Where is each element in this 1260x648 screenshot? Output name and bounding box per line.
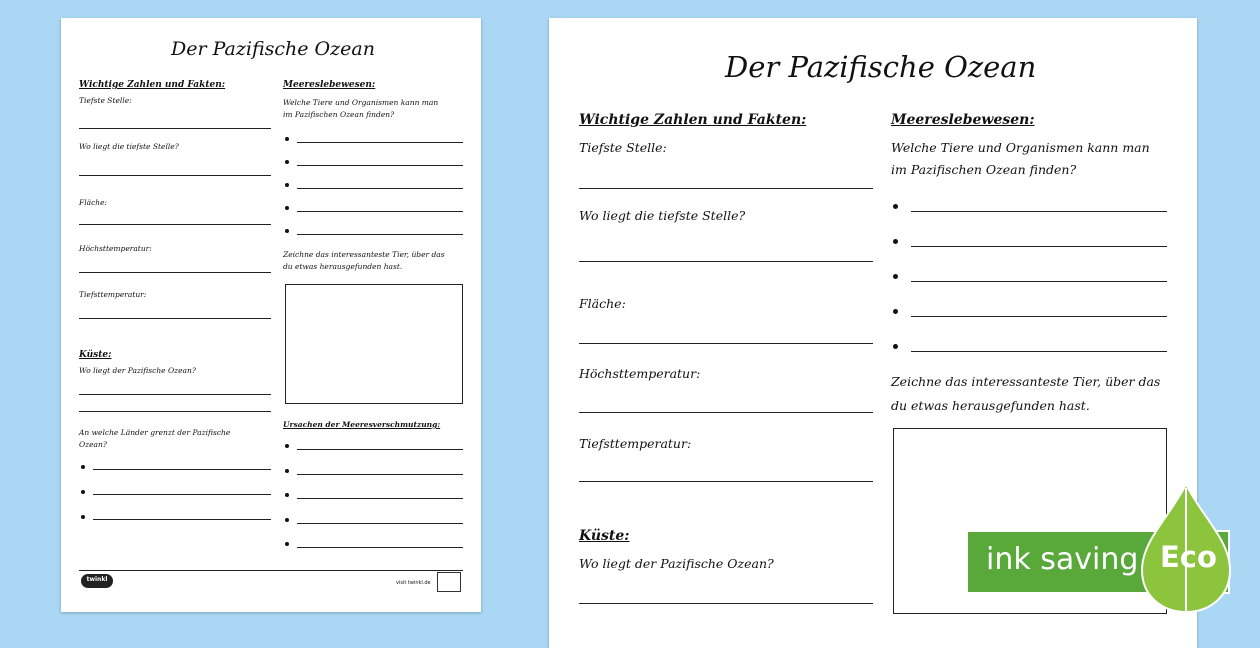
answer-line: [579, 412, 873, 413]
answer-line: [93, 469, 271, 470]
banner-text: ink saving: [986, 542, 1139, 577]
answer-line: [911, 211, 1167, 212]
coast-heading: Küste:: [579, 528, 630, 544]
draw-prompt-line-2: du etwas herausgefunden hast.: [283, 262, 403, 271]
deepest-location-label: Wo liegt die tiefste Stelle?: [79, 142, 179, 151]
answer-line: [297, 142, 463, 143]
answer-line: [79, 224, 271, 225]
answer-line: [79, 175, 271, 176]
draw-prompt-line-1: Zeichne das interessanteste Tier, über das: [891, 374, 1161, 389]
answer-line: [911, 351, 1167, 352]
sea-life-question-line-2: im Pazifischen Ozean finden?: [283, 110, 395, 119]
deepest-point-label: Tiefste Stelle:: [579, 140, 667, 155]
facts-heading: Wichtige Zahlen und Fakten:: [579, 112, 807, 128]
bullet: [285, 444, 289, 448]
bullet: [893, 239, 898, 244]
sea-life-question-line-1: Welche Tiere und Organismen kann man: [891, 140, 1150, 155]
bullet: [893, 309, 898, 314]
answer-line: [579, 261, 873, 262]
bullet: [285, 183, 289, 187]
bullet: [285, 229, 289, 233]
area-label: Fläche:: [579, 296, 626, 311]
bullet: [285, 160, 289, 164]
worksheet-title: Der Pazifische Ozean: [725, 50, 1037, 84]
answer-line: [911, 246, 1167, 247]
answer-line: [579, 603, 873, 604]
answer-line: [579, 343, 873, 344]
coast-heading: Küste:: [79, 350, 112, 360]
bullet: [81, 490, 85, 494]
sea-life-question-line-1: Welche Tiere und Organismen kann man: [283, 98, 439, 107]
answer-line: [297, 165, 463, 166]
countries-question-line-2: Ozean?: [79, 440, 107, 449]
answer-line: [579, 188, 873, 189]
answer-line: [93, 494, 271, 495]
min-temp-label: Tiefsttemperatur:: [579, 436, 692, 451]
worksheet-preview-small: [61, 18, 481, 612]
draw-prompt-line-1: Zeichne das interessanteste Tier, über das: [283, 250, 445, 259]
footer-url: visit twinkl.de: [396, 580, 431, 586]
min-temp-label: Tiefsttemperatur:: [79, 290, 147, 299]
bullet: [285, 542, 289, 546]
sea-life-heading: Meereslebewesen:: [283, 80, 376, 90]
area-label: Fläche:: [79, 198, 108, 207]
worksheet-title: Der Pazifische Ozean: [171, 38, 375, 60]
bullet: [285, 469, 289, 473]
bullet: [893, 274, 898, 279]
draw-prompt-line-2: du etwas herausgefunden hast.: [891, 398, 1090, 413]
answer-line: [297, 474, 463, 475]
answer-line: [297, 211, 463, 212]
drawing-box: [285, 284, 463, 404]
answer-line: [297, 547, 463, 548]
eco-label: Eco: [1160, 540, 1217, 574]
max-temp-label: Höchsttemperatur:: [579, 366, 701, 381]
answer-line: [93, 519, 271, 520]
countries-question-line-1: An welche Länder grenzt der Pazifische: [79, 428, 231, 437]
footer-rule: [79, 570, 463, 571]
facts-heading: Wichtige Zahlen und Fakten:: [79, 80, 226, 90]
answer-line: [297, 234, 463, 235]
answer-line: [79, 318, 271, 319]
footer-badge-icon: [437, 572, 461, 592]
deepest-location-label: Wo liegt die tiefste Stelle?: [579, 208, 746, 223]
answer-line: [79, 272, 271, 273]
twinkl-logo: twinkl: [81, 574, 113, 588]
answer-line: [79, 411, 271, 412]
bullet: [285, 137, 289, 141]
bullet: [81, 465, 85, 469]
answer-line: [297, 449, 463, 450]
answer-line: [297, 523, 463, 524]
max-temp-label: Höchsttemperatur:: [79, 244, 152, 253]
answer-line: [297, 188, 463, 189]
answer-line: [79, 128, 271, 129]
sea-life-heading: Meereslebewesen:: [891, 112, 1035, 128]
bullet: [285, 206, 289, 210]
answer-line: [579, 481, 873, 482]
answer-line: [911, 281, 1167, 282]
pollution-heading: Ursachen der Meeresverschmutzung:: [283, 420, 441, 429]
deepest-point-label: Tiefste Stelle:: [79, 96, 132, 105]
bullet: [81, 515, 85, 519]
answer-line: [79, 394, 271, 395]
bullet: [893, 344, 898, 349]
bullet: [285, 518, 289, 522]
answer-line: [297, 498, 463, 499]
bullet: [285, 493, 289, 497]
where-question: Wo liegt der Pazifische Ozean?: [579, 556, 774, 571]
bullet: [893, 204, 898, 209]
where-question: Wo liegt der Pazifische Ozean?: [79, 366, 196, 375]
sea-life-question-line-2: im Pazifischen Ozean finden?: [891, 162, 1077, 177]
answer-line: [911, 316, 1167, 317]
